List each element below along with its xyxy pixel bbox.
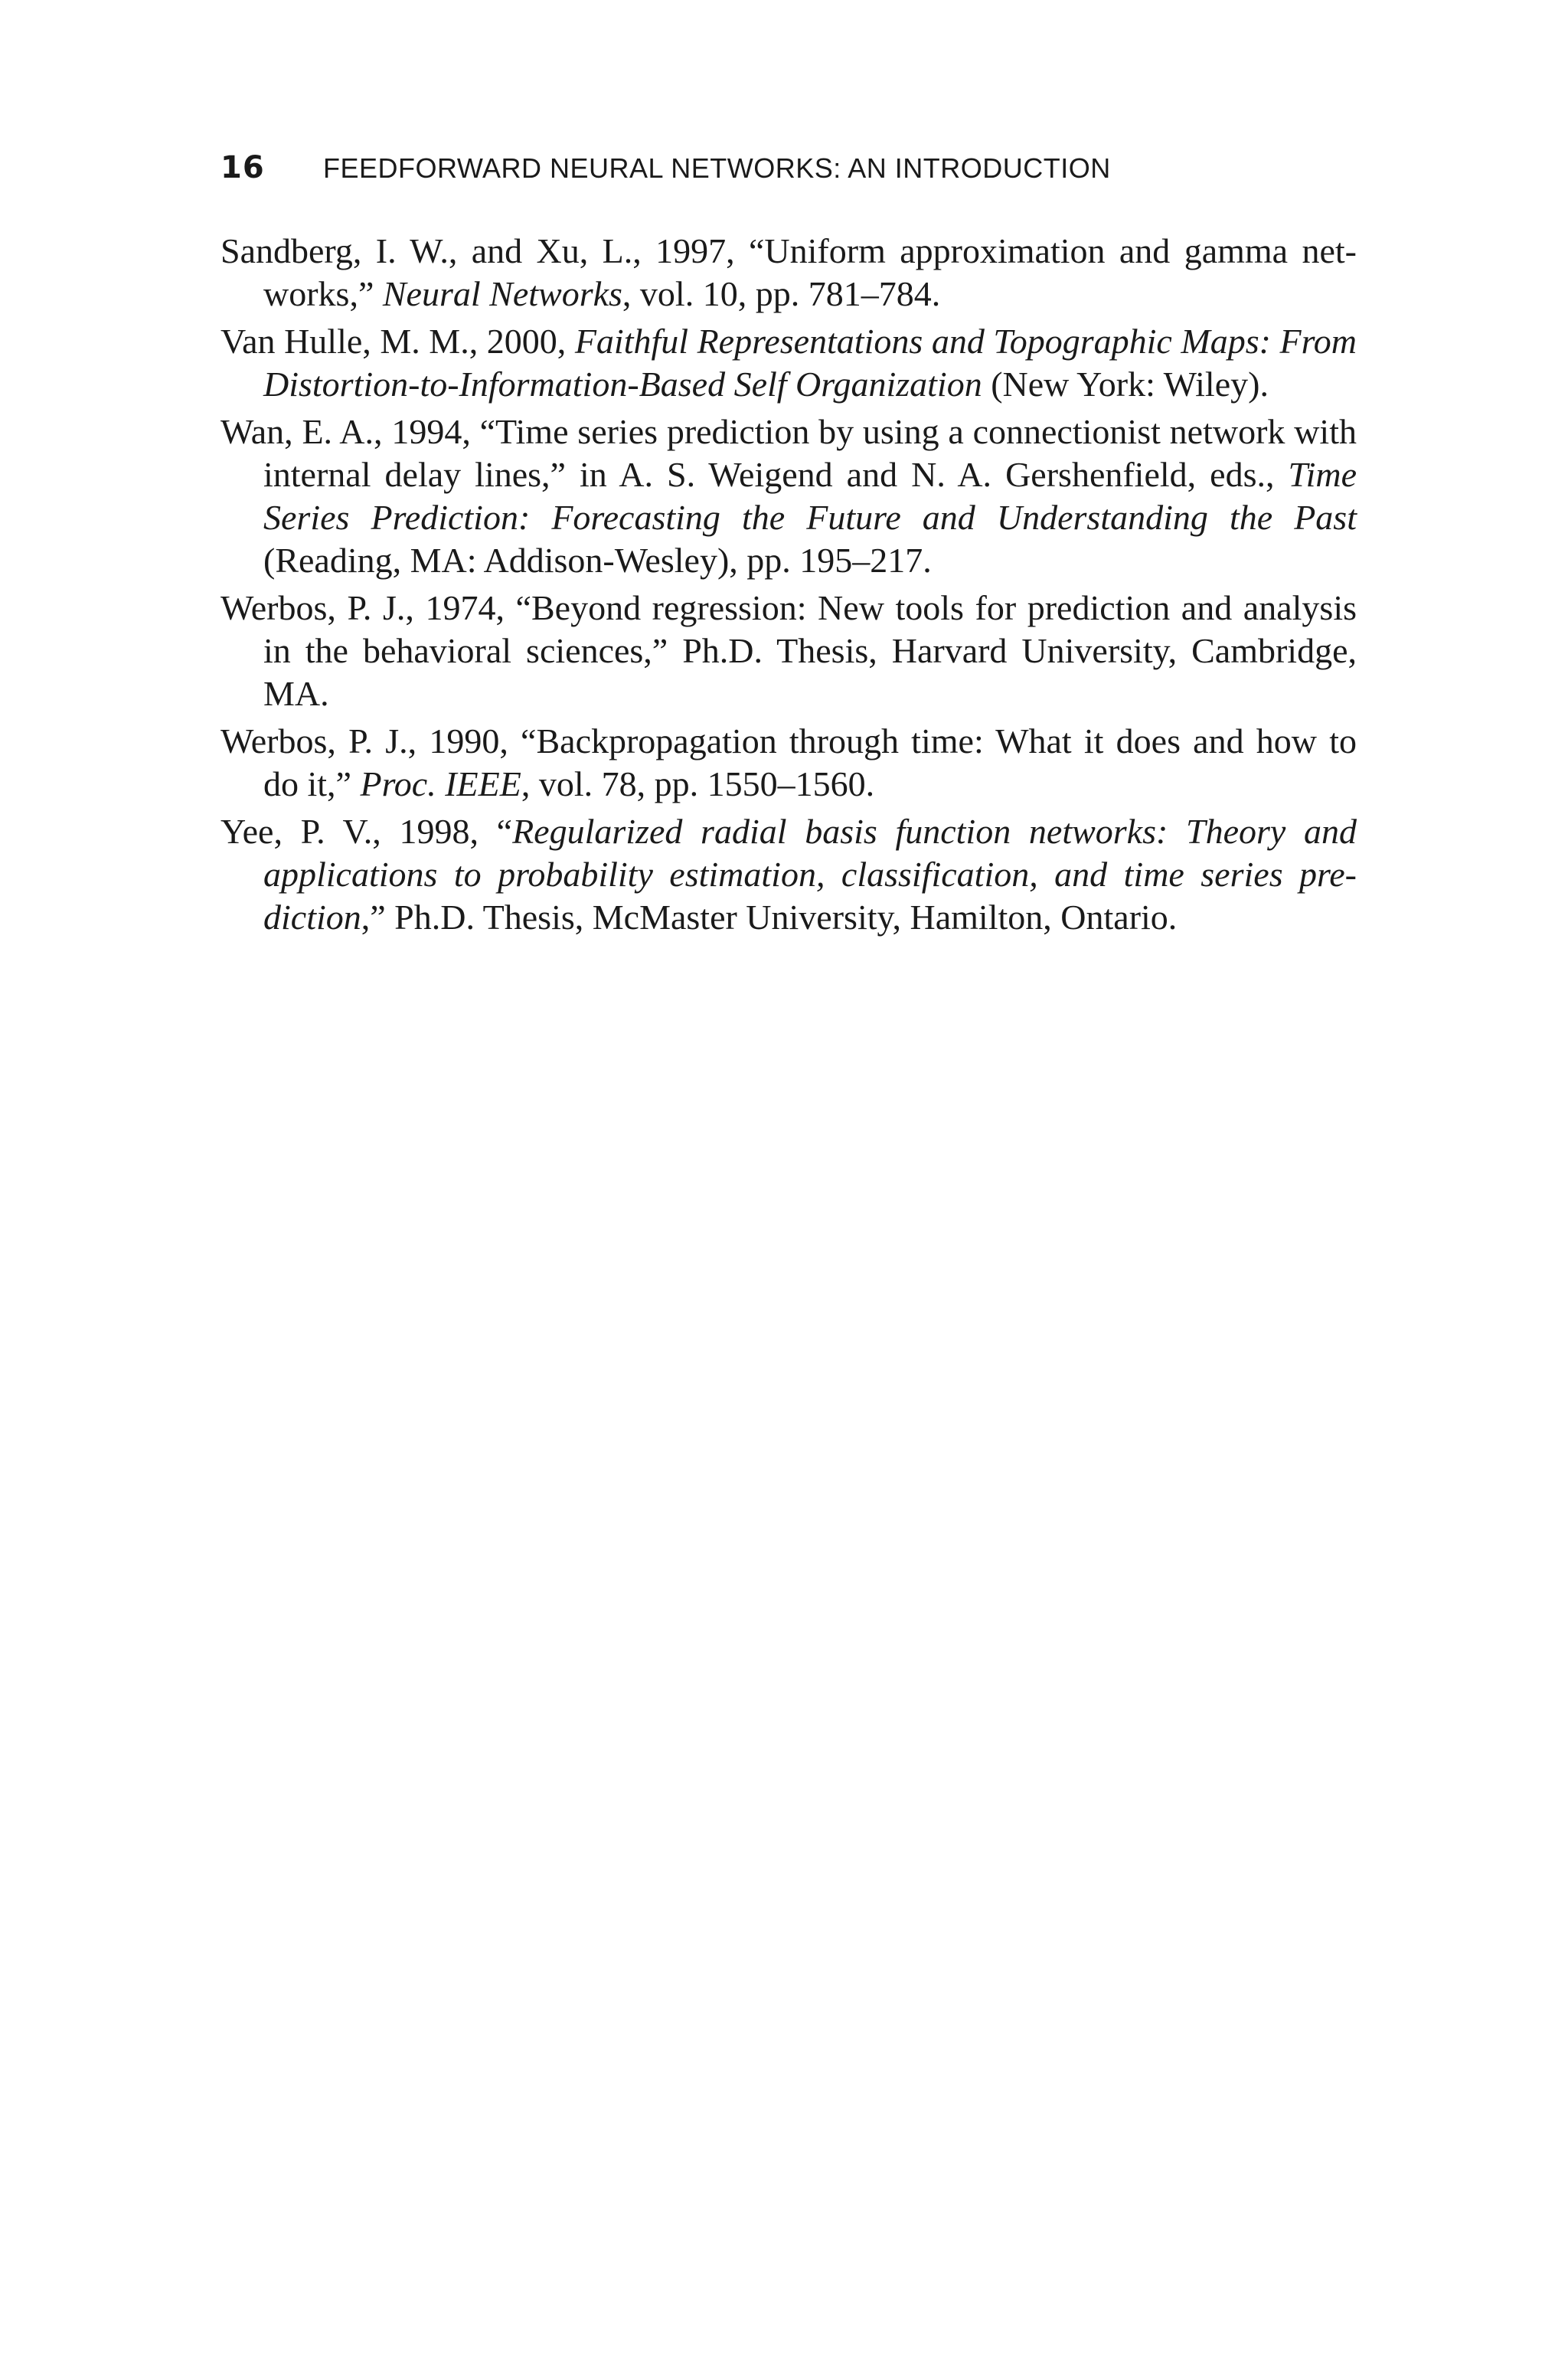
ref-text: (Reading, MA: Addison-Wesley), pp. 195–217. (263, 541, 932, 580)
ref-italic: Proc. IEEE (360, 764, 521, 803)
reference-list (220, 230, 1357, 944)
reference-van-hulle-2000 (220, 320, 1357, 406)
ref-text: , vol. 78, pp. 1550–1560. (521, 764, 875, 803)
ref-text: Sandberg, I. W., and Xu, L., 1997, “Uniform approximation and gamma networks,” (220, 231, 1357, 313)
reference-sandberg-1997 (220, 230, 1357, 316)
running-head (220, 150, 1354, 196)
ref-text: (New York: Wiley). (982, 365, 1269, 404)
ref-text: , vol. 10, pp. 781–784. (622, 274, 941, 313)
ref-text: Yee, P. V., 1998, “ (220, 812, 513, 851)
ref-italic: Time Series Prediction: Forecasting the Future and Understanding the Past (263, 455, 1357, 537)
reference-werbos-1974 (220, 587, 1357, 715)
reference-yee-1998 (220, 810, 1357, 939)
ref-text: Werbos, P. J., 1990, “Backpropagation through time: What it does and how to do it,” (220, 721, 1357, 803)
reference-wan-1994 (220, 410, 1357, 582)
ref-italic: Neural Networks (382, 274, 622, 313)
page-number: 16 (220, 150, 265, 185)
reference-werbos-1990 (220, 720, 1357, 806)
ref-italic: Regularized radial basis function networks: Theory and applications to probability estimation, classification, and time series prediction (263, 812, 1357, 937)
ref-text: Werbos, P. J., 1974, “Beyond regression: New tools for prediction and analysis in the behavioral sciences,” Ph.D. Thesis, Harvard University, Cambridge, MA. (220, 588, 1357, 713)
ref-text: Wan, E. A., 1994, “Time series prediction by using a connectionist network with internal delay lines,” in A. S. Weigend and N. A. Gershenfield, eds., (220, 412, 1357, 494)
ref-italic: Faithful Representations and Topographic Maps: From Distortion-to-Information-Based Self Organization (263, 322, 1357, 404)
ref-text: Van Hulle, M. M., 2000, (220, 322, 575, 361)
ref-text: ,” Ph.D. Thesis, McMaster University, Hamilton, Ontario. (361, 898, 1178, 937)
chapter-title: FEEDFORWARD NEURAL NETWORKS: AN INTRODUCTION (323, 152, 1111, 184)
